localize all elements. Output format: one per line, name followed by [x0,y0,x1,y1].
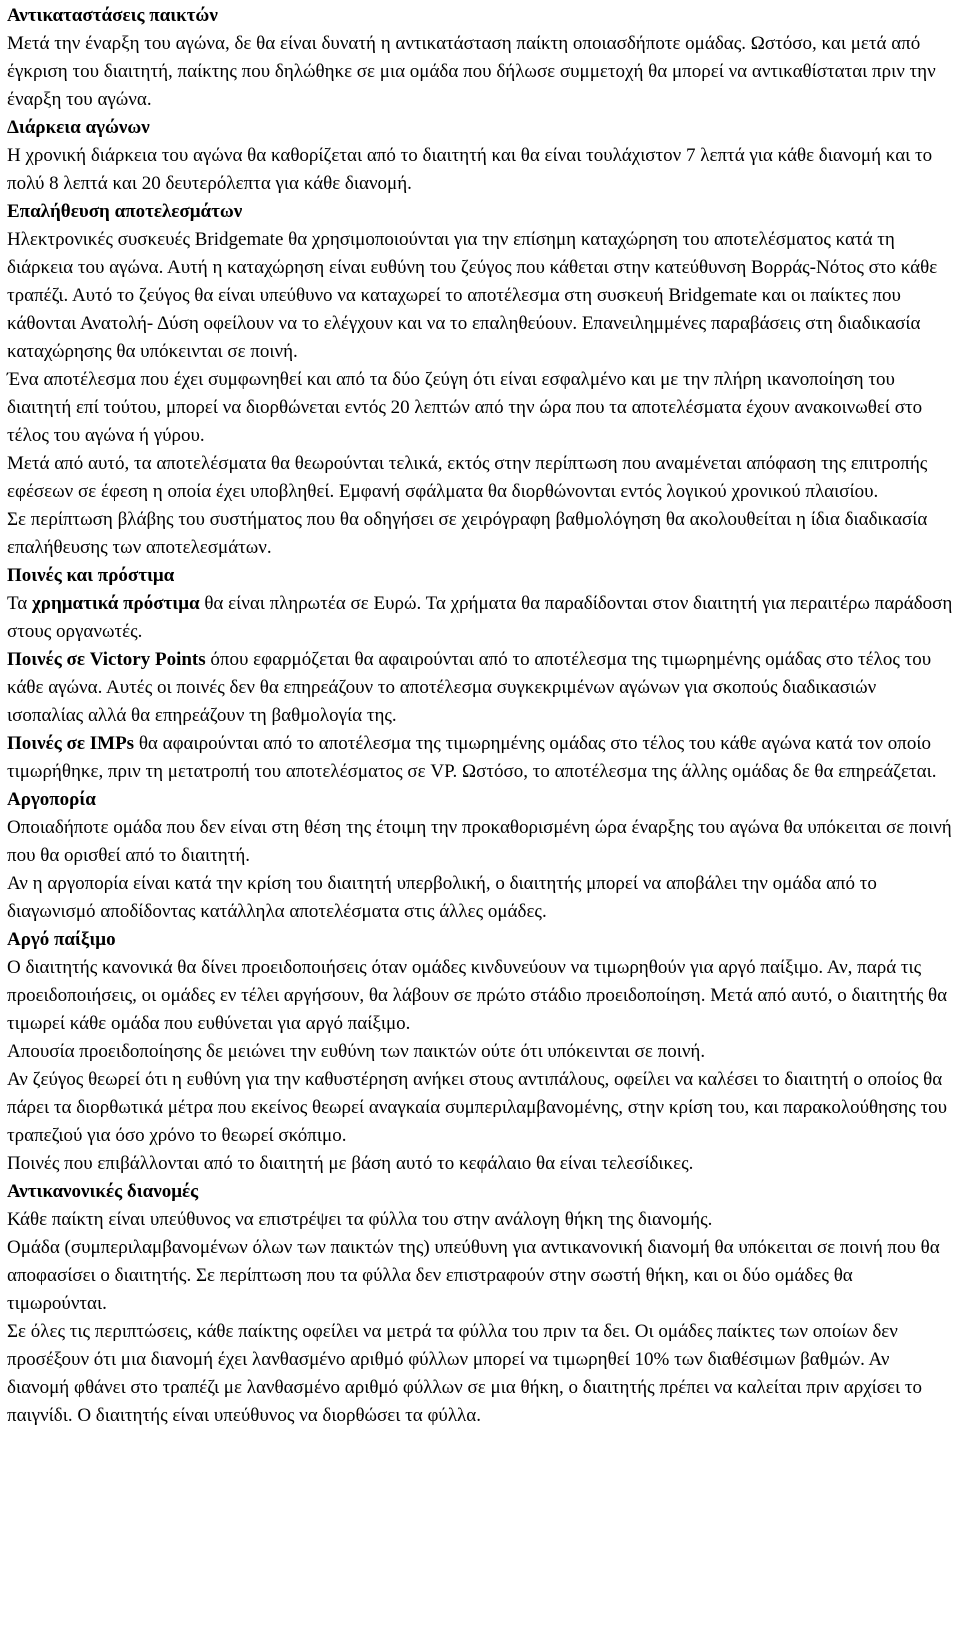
paragraph [7,506,955,562]
section-heading: Αργό παίξιμο [7,929,116,950]
section-heading: Αργοπορία [7,789,96,810]
section-heading: Αντικανονικές διανομές [7,1181,199,1202]
text-run: Ποινές που επιβάλλονται από το διαιτητή με βάση αυτό το κεφάλαιο θα είναι τελεσίδικες. [7,1153,694,1174]
document-body [7,2,955,1430]
section-heading: Ποινές και πρόστιμα [7,565,175,586]
text-run: Ο διαιτητής κανονικά θα δίνει προειδοποιήσεις όταν ομάδες κινδυνεύουν να τιμωρηθούν για αργό παίξιμο. Αν, παρά τις προειδοποιήσεις, οι ομάδες εν τέλει αργήσουν, θα λάβουν σε πρώτο στάδιο προειδοποίηση. Μετά από αυτό, ο διαιτητής θα τιμωρεί κάθε ομάδα που ευθύνεται για αργό παίξιμο. [7,957,948,1034]
text-run: Αν η αργοπορία είναι κατά την κρίση του διαιτητή υπερβολική, ο διαιτητής μπορεί να αποβάλει την ομάδα από το διαγωνισμό αποδίδοντας κατάλληλα αποτελέσματα στις άλλες ομάδες. [7,873,877,922]
bold-term: χρηματικά πρόστιμα [32,593,200,614]
text-run: Οποιαδήποτε ομάδα που δεν είναι στη θέση της έτοιμη την προκαθορισμένη ώρα έναρξης του αγώνα θα υπόκειται σε ποινή που θα ορισθεί από το διαιτητή. [7,817,952,866]
paragraph [7,30,955,114]
section-heading: Αντικαταστάσεις παικτών [7,5,218,26]
paragraph [7,366,955,450]
text-run: Κάθε παίκτη είναι υπεύθυνος να επιστρέψει τα φύλλα του στην ανάλογη θήκη της διανομής. [7,1209,713,1230]
paragraph [7,870,955,926]
paragraph [7,954,955,1038]
text-run: Ηλεκτρονικές συσκευές Bridgemate θα χρησιμοποιούνται για την επίσημη καταχώρηση του αποτελέσματος κατά τη διάρκεια του αγώνα. Αυτή η καταχώρηση είναι ευθύνη του ζεύγος που κάθεται στην κατεύθυνση Βορράς-Νότος στο κάθε τραπέζι. Αυτό το ζεύγος θα είναι υπεύθυνο να καταχωρεί το αποτέλεσμα στη συσκευή Bridgemate και οι παίκτες που κάθονται Ανατολή- Δύση οφείλουν να το ελέγχουν και να το επαληθεύουν. Επανειλημμένες παραβάσεις στη διαδικασία καταχώρησης θα υπόκεινται σε ποινή. [7,229,938,362]
paragraph [7,1038,955,1066]
paragraph [7,1066,955,1150]
paragraph [7,590,955,646]
text-run: Μετά την έναρξη του αγώνα, δε θα είναι δυνατή η αντικατάσταση παίκτη οποιασδήποτε ομάδας. Ωστόσο, και μετά από έγκριση του διαιτητή, παίκτης που δηλώθηκε σε μια ομάδα που δήλωσε συμμετοχή θα μπορεί να αντικαθίσταται πριν την έναρξη του αγώνα. [7,33,936,110]
text-run: Ομάδα (συμπεριλαμβανομένων όλων των παικτών της) υπεύθυνη για αντικανονική διανομή θα υπόκειται σε ποινή που θα αποφασίσει ο διαιτητής. Σε περίπτωση που τα φύλλα δεν επιστραφούν στην σωστή θήκη, και οι δύο ομάδες θα τιμωρούνται. [7,1237,940,1314]
text-run: Αν ζεύγος θεωρεί ότι η ευθύνη για την καθυστέρηση ανήκει στους αντιπάλους, οφείλει να καλέσει το διαιτητή ο οποίος θα πάρει τα διορθωτικά μέτρα που εκείνος θεωρεί αναγκαία συμπεριλαμβανομένης, στην κρίση του, και παρακολούθησης του τραπεζιού για όσο χρόνο το θεωρεί σκόπιμο. [7,1069,948,1146]
paragraph [7,730,955,786]
text-run: Σε όλες τις περιπτώσεις, κάθε παίκτης οφείλει να μετρά τα φύλλα του πριν τα δει. Οι ομάδες παίκτες των οποίων δεν προσέξουν ότι μια διανομή έχει λανθασμένο αριθμό φύλλων μπορεί να τιμωρηθεί 10% των διαθέσιμων βαθμών. Αν διανομή φθάνει στο τραπέζι με λανθασμένο αριθμό φύλλων σε μια θήκη, ο διαιτητής πρέπει να καλείται πριν αρχίσει το παιγνίδι. Ο διαιτητής είναι υπεύθυνος να διορθώσει τα φύλλα. [7,1321,922,1426]
paragraph [7,814,955,870]
section-heading: Διάρκεια αγώνων [7,117,150,138]
paragraph [7,646,955,730]
section-heading: Επαλήθευση αποτελεσμάτων [7,201,243,222]
paragraph [7,142,955,198]
text-run: Η χρονική διάρκεια του αγώνα θα καθορίζεται από το διαιτητή και θα είναι τουλάχιστον 7 λεπτά για κάθε διανομή και το πολύ 8 λεπτά και 20 δευτερόλεπτα για κάθε διανομή. [7,145,933,194]
text-run: Μετά από αυτό, τα αποτελέσματα θα θεωρούνται τελικά, εκτός στην περίπτωση που αναμένεται απόφαση της επιτροπής εφέσεων σε έφεση η οποία έχει υποβληθεί. Εμφανή σφάλματα θα διορθώνονται εντός λογικού χρονικού πλαισίου. [7,453,928,502]
bold-term: Ποινές σε Victory Points [7,649,206,670]
text-run: θα είναι πληρωτέα σε Ευρώ. Τα χρήματα θα παραδίδονται στον διαιτητή για περαιτέρω παράδοση στους οργανωτές. [7,593,953,642]
paragraph [7,1234,955,1318]
text-run: Απουσία προειδοποίησης δε μειώνει την ευθύνη των παικτών ούτε ότι υπόκεινται σε ποινή. [7,1041,706,1062]
text-run: όπου εφαρμόζεται θα αφαιρούνται από το αποτέλεσμα της τιμωρημένης ομάδας στο τέλος του κάθε αγώνα. Αυτές οι ποινές δεν θα επηρεάζουν το αποτέλεσμα συγκεκριμένων αγώνων για σκοπούς διαδικασιών ισοπαλίας αλλά θα επηρεάζουν τη βαθμολογία της. [7,649,932,726]
paragraph [7,450,955,506]
bold-term: Ποινές σε IMPs [7,733,135,754]
text-run: Ένα αποτέλεσμα που έχει συμφωνηθεί και από τα δύο ζεύγη ότι είναι εσφαλμένο και με την πλήρη ικανοποίηση του διαιτητή επί τούτου, μπορεί να διορθώνεται εντός 20 λεπτών από την ώρα που τα αποτελέσματα έχουν ανακοινωθεί στο τέλος του αγώνα ή γύρου. [7,369,923,446]
paragraph [7,1206,955,1234]
text-run: θα αφαιρούνται από το αποτέλεσμα της τιμωρημένης ομάδας στο τέλος του κάθε αγώνα κατά τον οποίο τιμωρήθηκε, πριν τη μετατροπή του αποτελέσματος σε VP. Ωστόσο, το αποτέλεσμα της άλλης ομάδας δε θα επηρεάζεται. [7,733,937,782]
text-run: Τα [7,593,33,614]
paragraph [7,1150,955,1178]
paragraph [7,226,955,366]
paragraph [7,1318,955,1430]
text-run: Σε περίπτωση βλάβης του συστήματος που θα οδηγήσει σε χειρόγραφη βαθμολόγηση θα ακολουθείται η ίδια διαδικασία επαλήθευσης των αποτελεσμάτων. [7,509,928,558]
